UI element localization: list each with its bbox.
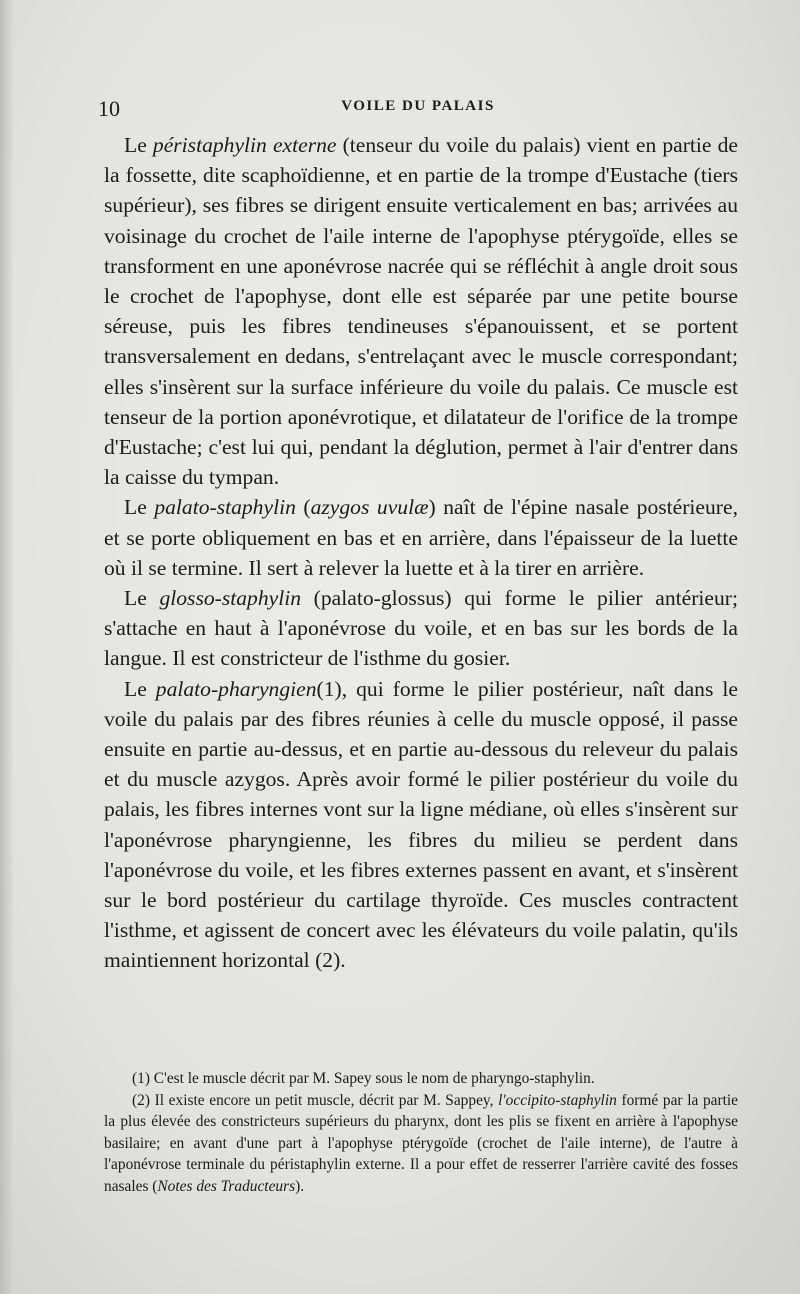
running-head: VOILE DU PALAIS [341,98,495,114]
paragraph-glosso-staphylin: Le glosso-staphylin (palato-glossus) qui forme le pilier antérieur; s'attache en haut à l'aponévrose du voile, et en bas sur les bords de la langue. Il est constricteur de l'isthme du gosier. [104,586,738,671]
paragraph-palato-pharyngien: Le palato-pharyngien(1), qui forme le pilier postérieur, naît dans le voile du palais par des fibres réunies à celle du muscle opposé, il passe ensuite en partie au-dessus, et en partie au-dessous du releveur du palais et du muscle azygos. Après avoir formé le pilier postérieur du voile du palais, les fibres internes vont sur la ligne médiane, où elles s'insèrent sur l'aponévrose pharyngienne, les fibres du milieu se perdent dans l'aponévrose du voile, et les fibres externes passent en avant, et s'insèrent sur le bord postérieur du cartilage thyroïde. Ces muscles contractent l'isthme, et agissent de concert avec les élévateurs du voile palatin, qu'ils maintiennent horizontal (2). [104,676,738,973]
footnote-2: (2) Il existe encore un petit muscle, décrit par M. Sappey, l'occipito-staphylin formé par la partie la plus élevée des constricteurs supérieurs du pharynx, dont les plis se fixent en arrière à l'apophyse basilaire; en avant d'une part à l'apophyse ptérygoïde (crochet de l'aile interne), de l'autre à l'aponévrose terminale du péristaphylin externe. Il a pour effet de resserrer l'arrière cavité des fosses nasales (Notes des Traducteurs). [104,1091,739,1195]
paragraph-palato-staphylin: Le palato-staphylin (azygos uvulæ) naît de l'épine nasale postérieure, et se porte obliquement en bas et en arrière, dans l'épaisseur de la luette où il se termine. Il sert à relever la luette et à la tirer en arrière. [104,495,738,580]
page-number: 10 [98,96,120,121]
page-header [98,96,738,126]
muscle-term: glosso-staphylin [159,586,302,611]
muscle-term: péristaphylin externe [152,133,337,157]
muscle-term: palato-staphylin [154,495,296,520]
source-title: Notes des Traducteurs [157,1177,296,1195]
page-edge-shadow [0,0,14,1294]
main-text [104,130,738,976]
muscle-term-latin: azygos uvulæ [310,495,429,520]
footnote-1: (1) C'est le muscle décrit par M. Sapey sous le nom de pharyngo-staphylin. [132,1070,595,1087]
footnotes [104,1068,738,1198]
muscle-term: l'occipito-staphylin [498,1091,617,1109]
paragraph-peristaphylin-externe: Le péristaphylin externe (tenseur du voile du palais) vient en partie de la fossette, dite scaphoïdienne, et en partie de la trompe d'Eustache (tiers supérieur), ses fibres se dirigent ensuite verticalement en bas; arrivées au voisinage du crochet de l'aile interne de l'apophyse ptérygoïde, elles se transforment en une aponévrose nacrée qui se réfléchit à angle droit sous le crochet de l'apophyse, dont elle est séparée par une petite bourse séreuse, puis les fibres tendineuses s'épanouissent, et se portent transversalement en dedans, s'entrelaçant avec le muscle correspondant; elles s'insèrent sur la surface inférieure du voile du palais. Ce muscle est tenseur de la portion aponévrotique, et dilatateur de l'orifice de la trompe d'Eustache; c'est lui qui, pendant la déglution, permet à l'air d'entrer dans la caisse du tympan. [104,133,738,490]
muscle-term: palato-pharyngien [155,676,317,701]
